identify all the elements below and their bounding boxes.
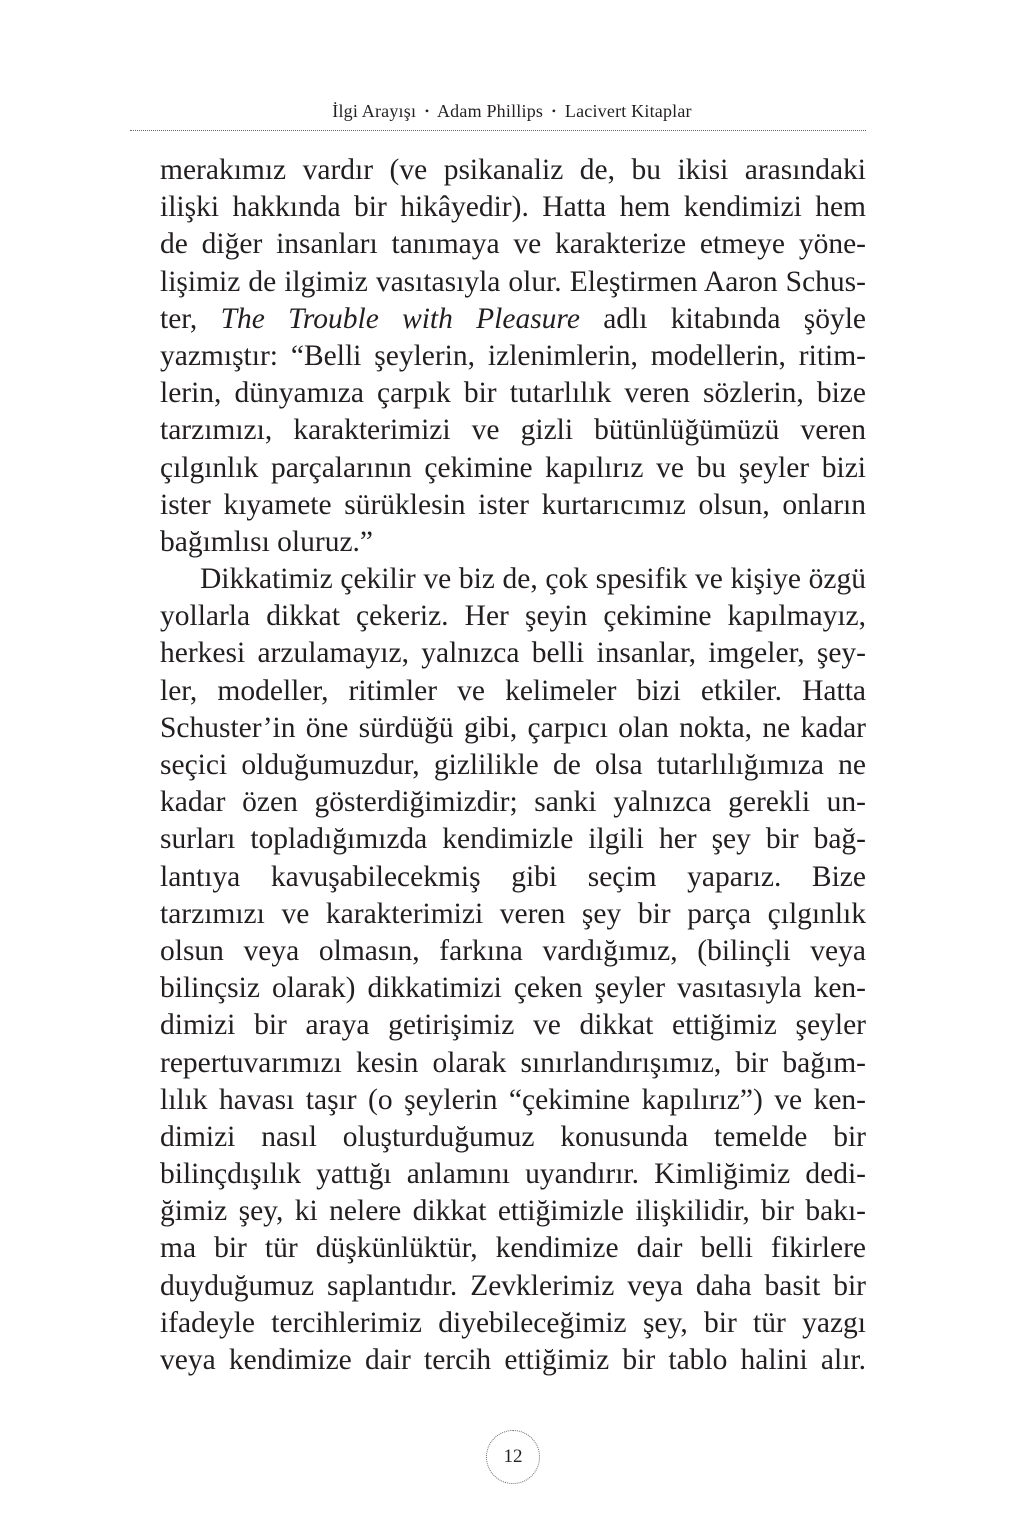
text-line: lişimiz de ilgimiz vasıtasıyla olur. Eleştirmen Aaron Schus- xyxy=(160,265,866,298)
text-line: bağımlısı oluruz.” xyxy=(160,525,374,558)
text-line: repertuvarımızı kesin olarak sınırlandırışımız, bir bağım- xyxy=(160,1046,866,1079)
header-separator: • xyxy=(551,104,557,118)
header-book-title: İlgi Arayışı xyxy=(332,101,417,121)
text-line: tarzımızı, karakterimizi ve gizli bütünlüğümüzü veren xyxy=(160,414,866,447)
text-line: veya kendimize dair tercih ettiğimiz bir tablo halini alır. xyxy=(160,1344,866,1376)
text-line: bilinçdışılık yattığı anlamını uyandırır. Kimliğimiz dedi- xyxy=(160,1158,866,1191)
text-line: seçici olduğumuzdur, gizlilikle de olsa tutarlılığımıza ne xyxy=(160,749,866,781)
paragraph-2 xyxy=(160,561,866,1379)
text-line: ğimiz şey, ki nelere dikkat ettiğimizle ilişkilidir, bir bakı- xyxy=(160,1195,866,1228)
text-line: tarzımızı ve karakterimizi veren şey bir parça çılgınlık xyxy=(160,897,866,930)
text-line: çılgınlık parçalarının çekimine kapılırız ve bu şeyler bizi xyxy=(160,451,866,484)
text-line: surları topladığımızda kendimizle ilgili her şey bir bağ- xyxy=(160,823,866,856)
paragraph-1 xyxy=(160,152,866,561)
running-header xyxy=(160,101,864,122)
text-line: Dikkatimiz çekilir ve biz de, çok spesifik ve kişiye özgü xyxy=(200,563,866,596)
text-line: herkesi arzulamayız, yalnızca belli insanlar, imgeler, şey- xyxy=(160,637,866,670)
text-line: dimizi nasıl oluşturduğumuz konusunda temelde bir xyxy=(160,1120,866,1153)
text-line: lılık havası taşır (o şeylerin “çekimine kapılırız”) ve ken- xyxy=(160,1083,866,1116)
text-line: Schuster’in öne sürdüğü gibi, çarpıcı olan nokta, ne kadar xyxy=(160,711,866,744)
text-line: duyduğumuz saplantıdır. Zevklerimiz veya daha basit bir xyxy=(160,1269,866,1302)
text-line xyxy=(160,301,866,338)
text-line: ister kıyamete sürüklesin ister kurtarıcımız olsun, onların xyxy=(160,488,866,521)
text-line: yazmıştır: “Belli şeylerin, izlenimlerin, modellerin, ritim- xyxy=(160,339,866,372)
text-line: lantıya kavuşabilecekmiş gibi seçim yaparız. Bize xyxy=(160,860,866,893)
text-line: yollarla dikkat çekeriz. Her şeyin çekimine kapılmayız, xyxy=(160,600,866,633)
text-line: merakımız vardır (ve psikanaliz de, bu ikisi arasındaki xyxy=(160,154,866,186)
header-divider xyxy=(130,130,866,131)
header-separator: • xyxy=(424,104,430,118)
text-line: dimizi bir araya getirişimiz ve dikkat ettiğimiz şeyler xyxy=(160,1009,866,1042)
text-fragment: adlı kitabında şöyle xyxy=(579,302,866,335)
text-line: ilişki hakkında bir hikâyedir). Hatta hem kendimizi hem xyxy=(160,191,866,224)
book-title-italic: The Trouble with Pleasure xyxy=(220,302,580,335)
text-line: ma bir tür düşkünlüktür, kendimize dair belli fikirlere xyxy=(160,1232,866,1265)
page-number-label: 12 xyxy=(503,1446,523,1467)
text-line: bilinçsiz olarak) dikkatimizi çeken şeyler vasıtasıyla ken- xyxy=(160,972,866,1005)
text-line: olsun veya olmasın, farkına vardığımız, (bilinçli veya xyxy=(160,934,866,967)
header-author: Adam Phillips xyxy=(436,101,544,121)
text-line: ifadeyle tercihlerimiz diyebileceğimiz şey, bir tür yazgı xyxy=(160,1306,866,1339)
body-text xyxy=(160,152,866,1379)
header-publisher: Lacivert Kitaplar xyxy=(564,101,692,121)
text-line: lerin, dünyamıza çarpık bir tutarlılık veren sözlerin, bize xyxy=(160,377,866,410)
text-line: de diğer insanları tanımaya ve karakterize etmeye yöne- xyxy=(160,228,866,261)
text-line: ler, modeller, ritimler ve kelimeler bizi etkiler. Hatta xyxy=(160,674,866,707)
text-fragment: ter, xyxy=(160,302,221,335)
page-number xyxy=(486,1430,540,1484)
text-line: kadar özen gösterdiğimizdir; sanki yalnızca gerekli un- xyxy=(160,786,866,819)
